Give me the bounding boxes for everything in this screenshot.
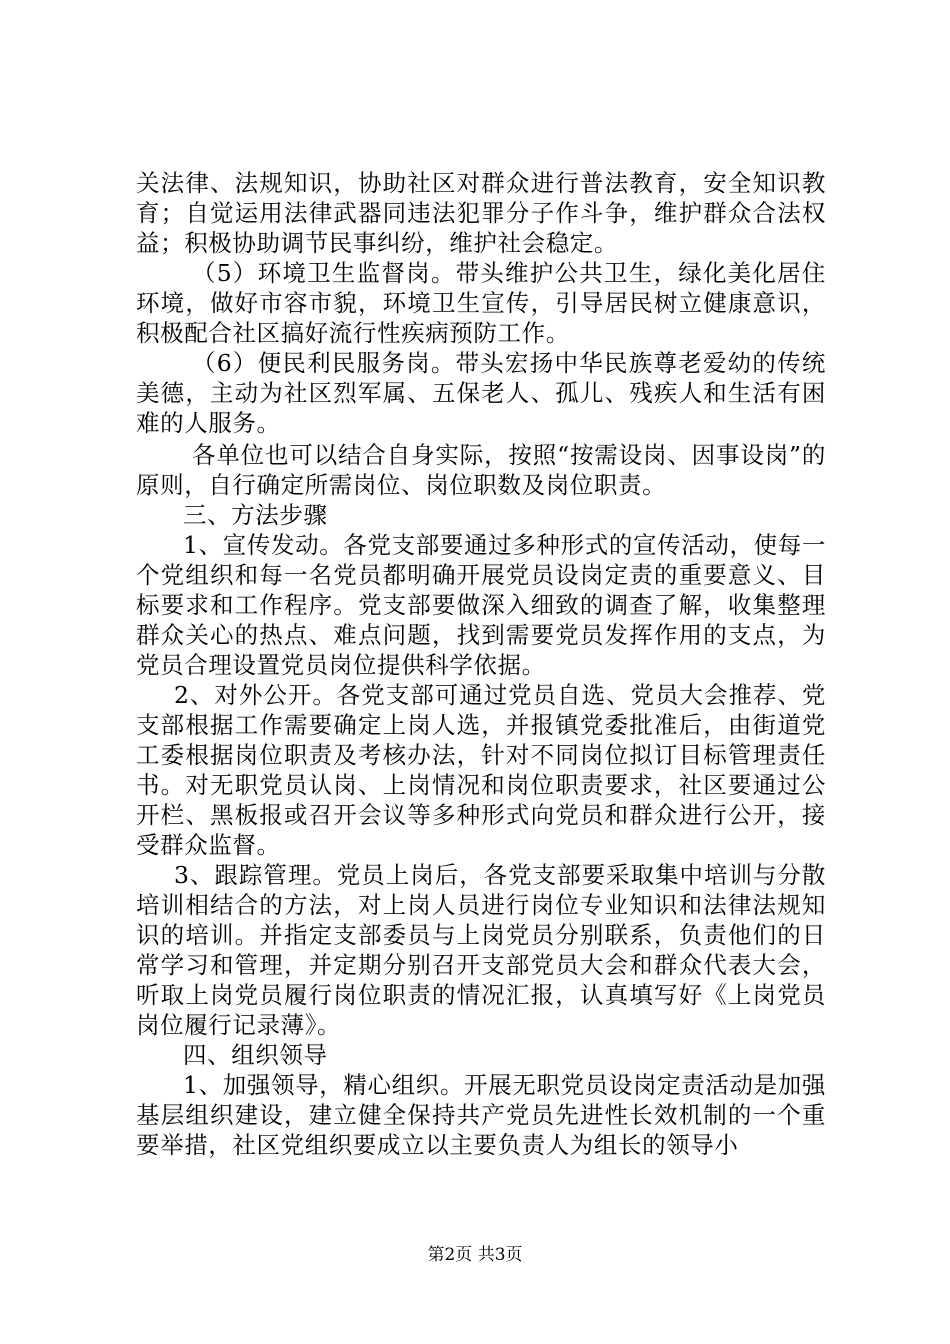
paragraph-legal-continuation: 关法律、法规知识，协助社区对群众进行普法教育，安全知识教育；自觉运用法律武器同违法犯罪分子作斗争，维护群众合法权益；积极协助调节民事纠纷，维护社会稳定。	[136, 169, 826, 257]
paragraph-unit-discretion: 各单位也可以结合自身实际，按照“按需设岗、因事设岗”的原则，自行确定所需岗位、岗位职数及岗位职责。	[136, 441, 826, 499]
page-number-footer: 第2页 共3页	[427, 1245, 523, 1265]
document-body	[136, 168, 826, 1160]
paragraph-environment-post: （5）环境卫生监督岗。带头维护公共卫生，绿化美化居住环境，做好市容市貌，环境卫生宣传，引导居民树立健康意识，积极配合社区搞好流行性疾病预防工作。	[136, 259, 826, 347]
section-heading-leadership: 四、组织领导	[183, 1041, 328, 1069]
paragraph-service-post: （6）便民利民服务岗。带头宏扬中华民族尊老爱幼的传统美德，主动为社区烈军属、五保老人、孤儿、残疾人和生活有困难的人服务。	[136, 349, 826, 437]
paragraph-strengthen-leadership: 1、加强领导，精心组织。开展无职党员设岗定责活动是加强基层组织建设，建立健全保持共产党员先进性长效机制的一个重要举措，社区党组织要成立以主要负责人为组长的领导小	[136, 1071, 826, 1159]
paragraph-publicity: 1、宣传发动。各党支部要通过多种形式的宣传活动，使每一个党组织和每一名党员都明确开展党员设岗定责的重要意义、目标要求和工作程序。党支部要做深入细致的调查了解，收集整理群众关心的热点、难点问题，找到需要党员发挥作用的支点，为党员合理设置党员岗位提供科学依据。	[136, 531, 826, 679]
paragraph-tracking: 3、跟踪管理。党员上岗后，各党支部要采取集中培训与分散培训相结合的方法，对上岗人员进行岗位专业知识和法律法规知识的培训。并指定支部委员与上岗党员分别联系，负责他们的日常学习和管理，并定期分别召开支部党员大会和群众代表大会，听取上岗党员履行岗位职责的情况汇报，认真填写好《上岗党员岗位履行记录薄》。	[136, 861, 826, 1039]
paragraph-disclosure: 2、对外公开。各党支部可通过党员自选、党员大会推荐、党支部根据工作需要确定上岗人选，并报镇党委批准后，由街道党工委根据岗位职责及考核办法，针对不同岗位拟订目标管理责任书。对无职党员认岗、上岗情况和岗位职责要求，社区要通过公开栏、黑板报或召开会议等多种形式向党员和群众进行公开，接受群众监督。	[136, 681, 826, 859]
section-heading-methods: 三、方法步骤	[183, 501, 328, 529]
